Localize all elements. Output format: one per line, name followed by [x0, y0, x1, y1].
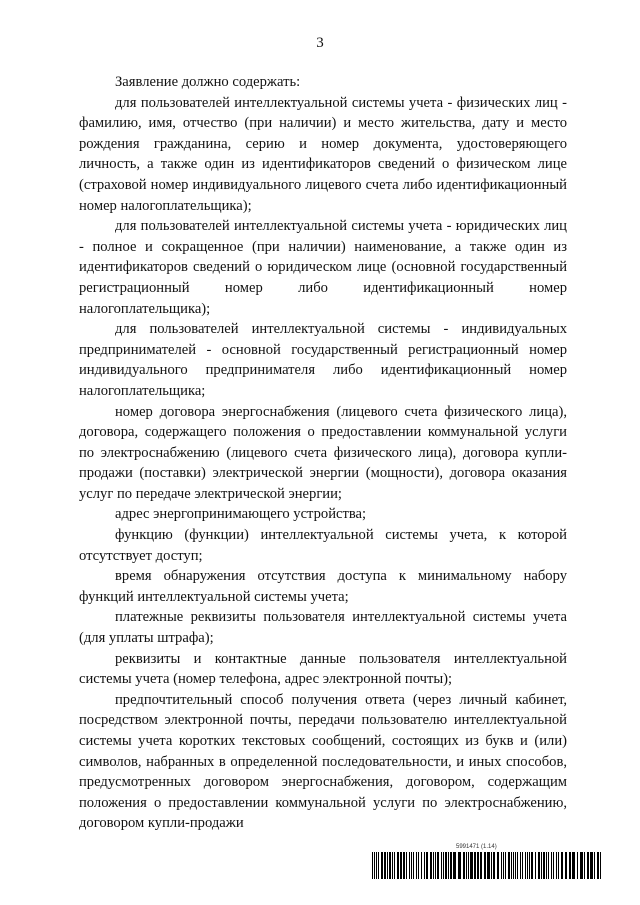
- paragraph-intro: Заявление должно содержать:: [115, 74, 301, 90]
- paragraph-payment-details: платежные реквизиты пользователя интеллектуальной системы учета (для уплаты штрафа);: [79, 609, 567, 647]
- page-number: 3: [316, 35, 324, 51]
- document-body: [79, 72, 567, 834]
- paragraph-detection-time: время обнаружения отсутствия доступа к минимальному набору функций интеллектуальной системы учета;: [79, 568, 567, 605]
- paragraph-individuals: для пользователей интеллектуальной системы учета - физических лиц - фамилию, имя, отчество (при наличии) и место жительства, дату и место рождения гражданина, серию и номер документа, удостоверяющего личность, а также один из идентификаторов сведений о физическом лице (страховой номер индивидуального лицевого счета либо идентификационный номер налогоплательщика);: [79, 94, 567, 214]
- paragraph-entrepreneurs: для пользователей интеллектуальной системы - индивидуальных предпринимателей - основной государственный регистрационный номер индивидуального предпринимателя либо идентификационный номер налогоплательщика;: [79, 321, 567, 399]
- paragraph-missing-function: функцию (функции) интеллектуальной системы учета, к которой отсутствует доступ;: [79, 527, 567, 564]
- document-code: 5991471 (1.14): [456, 844, 497, 850]
- paragraph-response-method: предпочтительный способ получения ответа (через личный кабинет, посредством электронной почты, передачи пользователю интеллектуальной системы учета коротких текстовых сообщений, состоящих из букв и (или) символов, набранных в определенной последовательности, и иных способов, предусмотренных договором энергоснабжения, договором, содержащим положения о предоставлении коммунальной услуги по электроснабжению, договором купли-продажи: [79, 691, 567, 832]
- paragraph-legal-entities: для пользователей интеллектуальной системы учета - юридических лиц - полное и сокращенное (при наличии) наименование, а также один из идентификаторов сведений о юридическом лице (основной государственный регистрационный номер либо идентификационный номер налогоплательщика);: [79, 218, 567, 317]
- paragraph-contact-details: реквизиты и контактные данные пользователя интеллектуальной системы учета (номер телефона, адрес электронной почты);: [79, 650, 567, 688]
- barcode: [372, 852, 602, 879]
- paragraph-device-address: адрес энергопринимающего устройства;: [115, 506, 367, 523]
- paragraph-contract-number: номер договора энергоснабжения (лицевого счета физического лица), договора, содержащего положения о предоставлении коммунальной услуги по электроснабжению (лицевого счета физического лица), договора купли-продажи (поставки) электрической энергии (мощности), договора оказания услуг по передаче электрической энергии;: [79, 403, 567, 502]
